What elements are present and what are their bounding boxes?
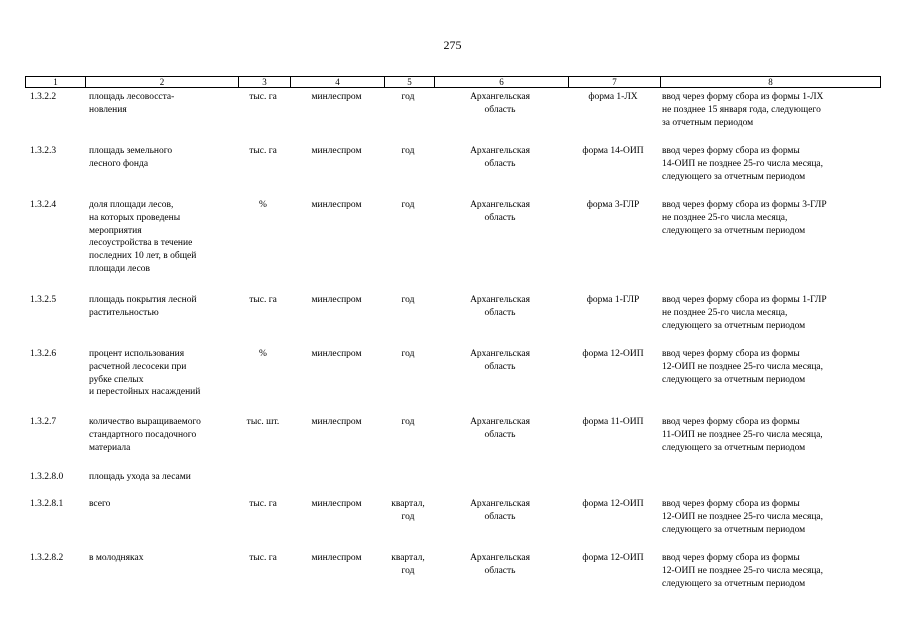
indicator-name: процент использования расчетной лесосеки при рубке спелых и перестойных насаждений (89, 349, 201, 398)
source-form: форма 12-ОИП (582, 349, 644, 359)
page-number: 275 (443, 38, 462, 52)
column-number-1: 1 (53, 77, 58, 87)
indicator-code: 1.3.2.8.1 (30, 499, 64, 509)
responsible-ministry: минлеспром (311, 92, 362, 102)
source-form: форма 1-ГЛР (586, 295, 640, 305)
territory: Архангельская область (470, 417, 530, 440)
unit-of-measure: тыс. шт. (246, 417, 280, 427)
collection-method: ввод через форму сбора из формы 12-ОИП не позднее 25-го числа месяца, следующего за отчетным периодом (662, 349, 824, 385)
periodicity: год (401, 92, 415, 102)
indicator-code: 1.3.2.8.0 (30, 472, 64, 482)
table-header-row (25, 76, 881, 88)
indicator-code: 1.3.2.6 (30, 349, 57, 359)
collection-method: ввод через форму сбора из формы 12-ОИП не позднее 25-го числа месяца, следующего за отчетным периодом (662, 553, 824, 589)
territory: Архангельская область (470, 92, 530, 115)
collection-method: ввод через форму сбора из формы 14-ОИП не позднее 25-го числа месяца, следующего за отчетным периодом (662, 146, 824, 182)
indicator-code: 1.3.2.2 (30, 92, 57, 102)
source-form: форма 12-ОИП (582, 499, 644, 509)
unit-of-measure: % (259, 200, 267, 210)
unit-of-measure: % (259, 349, 267, 359)
responsible-ministry: минлеспром (311, 295, 362, 305)
indicator-name: площадь покрытия лесной растительностью (89, 295, 197, 318)
periodicity: год (401, 349, 415, 359)
unit-of-measure: тыс. га (249, 295, 277, 305)
periodicity: квартал, год (391, 499, 425, 522)
indicator-code: 1.3.2.4 (30, 200, 57, 210)
collection-method: ввод через форму сбора из формы 11-ОИП не позднее 25-го числа месяца, следующего за отчетным периодом (662, 417, 823, 453)
source-form: форма 3-ГЛР (586, 200, 640, 210)
periodicity: год (401, 200, 415, 210)
responsible-ministry: минлеспром (311, 146, 362, 156)
territory: Архангельская область (470, 349, 530, 372)
indicator-name: площадь земельного лесного фонда (89, 146, 173, 169)
periodicity: год (401, 417, 415, 427)
column-number-8: 8 (660, 77, 880, 87)
indicator-name: доля площади лесов, на которых проведены мероприятия лесоустройства в течение последних 10 лет, в общей площади лесов (89, 200, 197, 274)
indicator-code: 1.3.2.3 (30, 146, 57, 156)
unit-of-measure: тыс. га (249, 553, 277, 563)
unit-of-measure: тыс. га (249, 146, 277, 156)
column-number-2: 2 (85, 77, 238, 87)
periodicity: квартал, год (391, 553, 425, 576)
territory: Архангельская область (470, 553, 530, 576)
collection-method: ввод через форму сбора из формы 1-ГЛР не позднее 25-го числа месяца, следующего за отчетным периодом (662, 295, 827, 331)
unit-of-measure: тыс. га (249, 499, 277, 509)
responsible-ministry: минлеспром (311, 349, 362, 359)
indicator-name: площадь лесовосста- новления (89, 92, 175, 115)
indicator-name: всего (89, 499, 111, 509)
collection-method: ввод через форму сбора из формы 1-ЛХ не позднее 15 января года, следующего за отчетным периодом (662, 92, 824, 128)
source-form: форма 14-ОИП (582, 146, 644, 156)
column-number-7: 7 (568, 77, 660, 87)
source-form: форма 11-ОИП (582, 417, 644, 427)
territory: Архангельская область (470, 499, 530, 522)
column-number-4: 4 (290, 77, 384, 87)
indicator-code: 1.3.2.8.2 (30, 553, 64, 563)
responsible-ministry: минлеспром (311, 499, 362, 509)
indicator-code: 1.3.2.7 (30, 417, 57, 427)
source-form: форма 1-ЛХ (588, 92, 638, 102)
responsible-ministry: минлеспром (311, 417, 362, 427)
periodicity: год (401, 146, 415, 156)
column-number-3: 3 (238, 77, 290, 87)
indicator-name: в молодняках (89, 553, 144, 563)
collection-method: ввод через форму сбора из формы 12-ОИП не позднее 25-го числа месяца, следующего за отчетным периодом (662, 499, 824, 535)
collection-method: ввод через форму сбора из формы 3-ГЛР не позднее 25-го числа месяца, следующего за отчетным периодом (662, 200, 827, 236)
periodicity: год (401, 295, 415, 305)
indicator-name: количество выращиваемого стандартного посадочного материала (89, 417, 201, 453)
territory: Архангельская область (470, 146, 530, 169)
responsible-ministry: минлеспром (311, 553, 362, 563)
source-form: форма 12-ОИП (582, 553, 644, 563)
indicator-code: 1.3.2.5 (30, 295, 57, 305)
column-number-6: 6 (434, 77, 568, 87)
responsible-ministry: минлеспром (311, 200, 362, 210)
indicator-name: площадь ухода за лесами (89, 472, 191, 482)
territory: Архангельская область (470, 200, 530, 223)
column-number-5: 5 (384, 77, 434, 87)
unit-of-measure: тыс. га (249, 92, 277, 102)
territory: Архангельская область (470, 295, 530, 318)
